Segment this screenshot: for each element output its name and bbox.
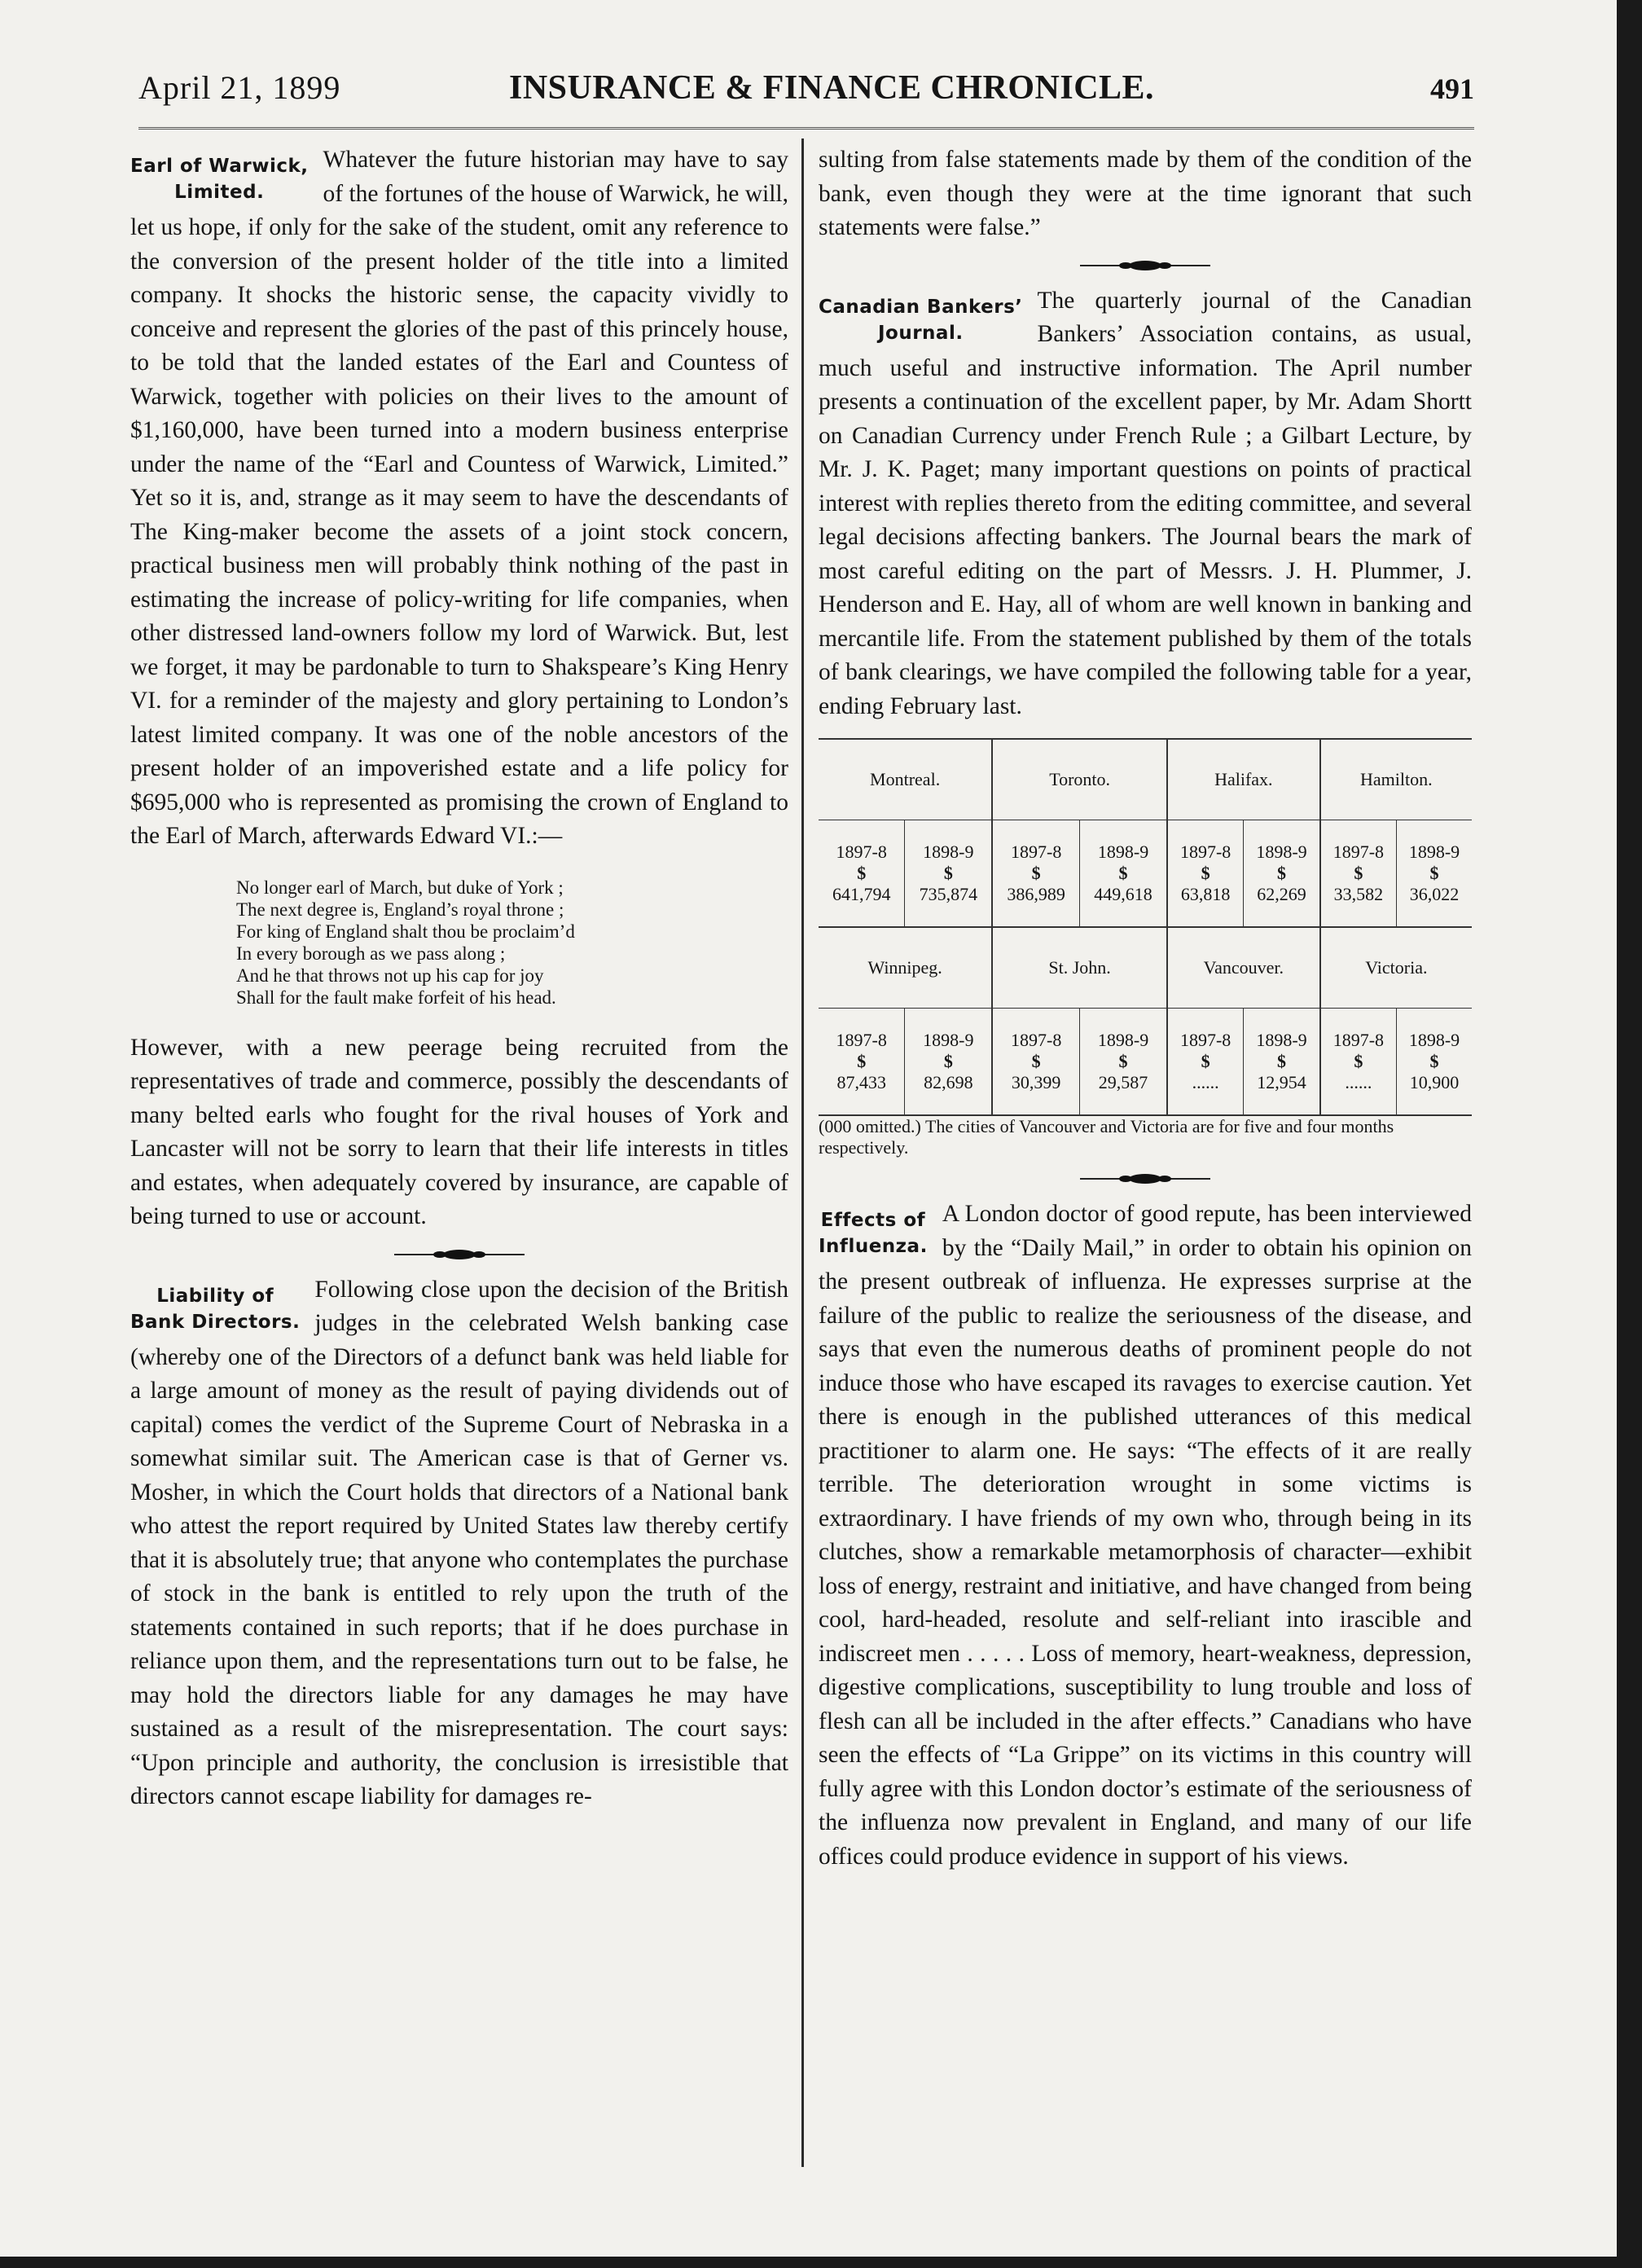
bank-clearings-table [819, 738, 1472, 1116]
section-ornament [130, 1241, 788, 1265]
article-influenza-text: A London doctor of good repute, has been interviewed by the “Daily Mail,” in order to obtain his opinion on the present outbreak of influenza. He expresses surprise at the failure of the public to realize the seriousness of the disease, and says that even the numerous deaths of prominent people do not induce those who have escaped its ravages to exercise caution. Yet there is enough in the published utterances of this medical practitioner to alarm one. He says: “The effects of it are really terrible. The deterioration wrought in some victims is extraordinary. I have friends of my own who, through being in its clutches, show a remarkable metamorphosis of character—exhibit loss of energy, restraint and initiative, and have changed from being cool, hard-headed, resolute and self-reliant into irascible and indiscreet men . . . . . Loss of memory, heart-weakness, depression, digestive complications, susceptibility to lung trouble and loss of flesh can all be included in the after effects.” Canadians who have seen the effects of “La Grippe” on its victims in this country will fully agree with this London doctor’s estimate of the seriousness of the influenza now prevalent in England, and many of our life offices could produce evidence in support of his views. [819, 1201, 1472, 1870]
section-ornament [819, 252, 1472, 276]
table-row [819, 1009, 1472, 1115]
table-cell: 1898-9 $ 10,900 [1397, 1009, 1472, 1115]
table-cell: 1897-8 $ 33,582 [1320, 820, 1397, 927]
column-divider [801, 138, 804, 2167]
ornament-icon [394, 1245, 525, 1264]
ornament-icon [1080, 1169, 1210, 1189]
table-cell: 1897-8 $ 641,794 [832, 842, 891, 904]
city-header: Vancouver. [1167, 928, 1320, 1009]
left-column [130, 143, 788, 1814]
table-cell: 1898-9 $ 12,954 [1244, 1009, 1320, 1115]
verse-line: For king of England shalt thou be proclaim’d [236, 921, 575, 942]
table-cell: 1897-8 $ 30,399 [992, 1009, 1079, 1115]
table-cell: 1897-8 $ 63,818 [1167, 820, 1244, 927]
table-footnote: (000 omitted.) The cities of Vancouver and Victoria are for five and four months respectively. [819, 1116, 1394, 1158]
header-rule [138, 127, 1474, 130]
verse-line: In every borough as we pass along ; [236, 943, 506, 964]
city-header: Toronto. [992, 740, 1167, 820]
table-cell: 1897-8 $ ...... [1320, 1009, 1397, 1115]
table-cell: 1898-9 $ 36,022 [1397, 820, 1472, 927]
section-ornament [819, 1165, 1472, 1189]
table-cell: 1897-8 $ 87,433 [836, 1030, 887, 1092]
article-liability-text: Following close upon the decision of the British judges in the celebrated Welsh banking case (whereby one of the Directors of a defunct bank was held liable for a large amount of money as the result of paying dividends out of capital) comes the verdict of the Supreme Court of Nebraska in a somewhat similar suit. The American case is that of Gerner vs. Mosher, in which the Court holds that directors of a National bank who attest the report required by United States law thereby certify that it is absolutely true; that anyone who contemplates the purchase of stock in the bank is entitled to rely upon the truth of the statements contained in such reports; that if he does purchase in reliance upon them, and the representations turn out to be false, he may hold the directors liable for any damages he may have sustained as a result of the misrepresentation. The court says: “Upon principle and authority, the conclusion is irresistible that directors cannot escape liability for damages re- [130, 1276, 788, 1809]
table-row [819, 820, 1472, 927]
verse-line: Shall for the fault make forfeit of his head. [236, 987, 556, 1008]
verse-quotation [236, 877, 788, 1009]
side-heading-liability: Liability of Bank Directors. [130, 1285, 301, 1333]
table-cell: 1897-8 $ 386,989 [992, 820, 1079, 927]
table-cell: 1898-9 $ 82,698 [905, 1009, 992, 1115]
city-header: Winnipeg. [867, 957, 942, 978]
verse-line: And he that throws not up his cap for joy [236, 965, 544, 986]
table-cell: 1898-9 $ 449,618 [1080, 820, 1167, 927]
verse-line: No longer earl of March, but duke of York ; [236, 877, 564, 898]
table-city-row [819, 740, 1472, 820]
page-header [138, 60, 1474, 117]
table-cell: 1898-9 $ 735,874 [905, 820, 992, 927]
publication-title: INSURANCE & FINANCE CHRONICLE. [509, 69, 1155, 107]
article-warwick-text-2: However, with a new peerage being recruited from the representatives of trade and commerce, possibly the descendants of many belted earls who fought for the rival houses of York and Lancaster will not be sorry to learn that their life interests in titles and estates, when adequately covered by insurance, are capable of being turned to use or account. [130, 1034, 788, 1229]
ornament-icon [1080, 256, 1210, 275]
article-journal-text: The quarterly journal of the Canadian Bankers’ Association contains, as usual, much useful and instructive information. The April number presents a continuation of the excellent paper, by Mr. Adam Shortt on Canadian Currency under French Rule ; a Gilbart Lecture, by Mr. J. K. Paget; many important questions on points of practical interest with replies thereto from the editing committee, and several legal decisions affecting bankers. The Journal bears the mark of most careful editing on the part of Messrs. J. H. Plummer, J. Henderson and E. Hay, all of whom are well known in banking and mercantile life. From the statement published by them of the totals of bank clearings, we have compiled the following table for a year, ending February last. [819, 287, 1472, 719]
side-heading-warwick: Earl of Warwick, Limited. [130, 156, 309, 203]
city-header: St. John. [992, 928, 1167, 1009]
side-heading-influenza: Effects of Influenza. [819, 1210, 928, 1257]
verse-line: The next degree is, England’s royal throne ; [236, 899, 564, 920]
table-city-row [819, 928, 1472, 1009]
city-header: Montreal. [870, 769, 941, 789]
page-number: 491 [1430, 73, 1474, 105]
city-header: Hamilton. [1320, 740, 1472, 820]
article-warwick-text: Whatever the future historian may have to say of the fortunes of the house of Warwick, he will, let us hope, if only for the sake of the student, omit any reference to the conversion of the present holder of the title into a limited company. It shocks the historic sense, the capacity vividly to conceive and represent the glories of the past of this princely house, to be told that the landed estates of the Earl and Countess of Warwick, together with policies on their lives to the amount of $1,160,000, have been turned into a modern business enterprise under the name of the “Earl and Countess of Warwick, Limited.” Yet so it is, and, strange as it may seem to have the descendants of The King-maker become the assets of a joint stock concern, practical business men will probably think nothing of the past in estimating the increase of policy-writing for life companies, when other distressed land-owners follow my lord of Warwick. But, lest we forget, it may be pardonable to turn to Shakspeare’s King Henry VI. for a reminder of the majesty and glory pertaining to London’s latest limited company. It was one of the noble ancestors of the present holder of an impoverished estate and a life policy for $695,000 who is represented as promising the crown of England to the Earl of March, afterwards Edward VI.:— [130, 147, 788, 849]
table-cell: 1898-9 $ 29,587 [1080, 1009, 1167, 1115]
side-heading-journal: Canadian Bankers’ Journal. [819, 296, 1023, 344]
article-liability-continued: sulting from false statements made by them of the condition of the bank, even though they were at the time ignorant that such statements were false.” [819, 147, 1472, 240]
city-header: Victoria. [1320, 928, 1472, 1009]
table-cell: 1897-8 $ ...... [1167, 1009, 1244, 1115]
table-cell: 1898-9 $ 62,269 [1244, 820, 1320, 927]
issue-date: April 21, 1899 [138, 69, 341, 106]
city-header: Halifax. [1167, 740, 1320, 820]
right-column [819, 143, 1472, 1874]
